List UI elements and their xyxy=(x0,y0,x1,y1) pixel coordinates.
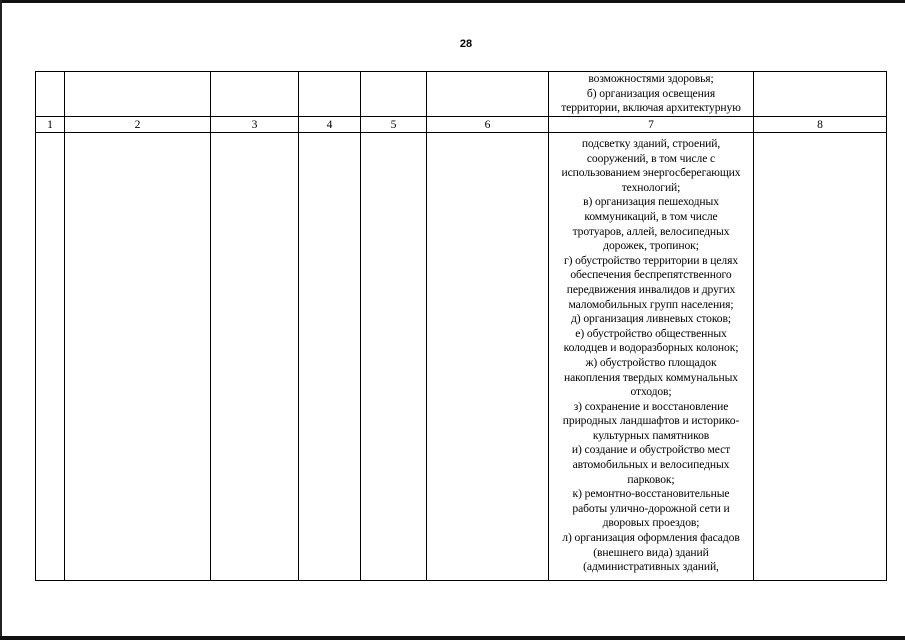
cell-col-7-top xyxy=(549,72,754,117)
cell-col-6 xyxy=(427,72,549,117)
header-number: 4 xyxy=(299,117,361,133)
cell-col-1 xyxy=(36,133,65,581)
cell-col-5 xyxy=(361,133,427,581)
text-line: з) сохранение и восстановление xyxy=(573,399,729,413)
text-line: е) обустройство общественных xyxy=(575,326,727,340)
text-line: колодцев и водоразборных колонок; xyxy=(563,341,739,355)
table-row-body xyxy=(36,133,887,581)
text-line: территории, включая архитектурную xyxy=(561,101,741,115)
header-number: 5 xyxy=(361,117,427,133)
cell-col-8 xyxy=(754,72,887,117)
header-number: 3 xyxy=(211,117,299,133)
cell-col-6 xyxy=(427,133,549,581)
cell-col-4 xyxy=(299,133,361,581)
text-line: сооружений, в том числе с xyxy=(586,151,716,165)
header-number: 6 xyxy=(427,117,549,133)
text-line: дворовых проездов; xyxy=(602,516,700,530)
text-line: дорожек, тропинок; xyxy=(603,239,699,253)
page-number: 28 xyxy=(459,38,473,50)
text-line: использованием энергосберегающих xyxy=(561,166,741,180)
header-number: 1 xyxy=(36,117,65,133)
header-number: 8 xyxy=(754,117,887,133)
text-line: возможностями здоровья; xyxy=(588,72,714,85)
cell-col-4 xyxy=(299,72,361,117)
text-line: коммуникаций, в том числе xyxy=(584,209,718,223)
text-line: природных ландшафтов и историко- xyxy=(562,414,740,428)
text-line: б) организация освещения xyxy=(586,86,716,100)
text-line: (административных зданий, xyxy=(583,560,719,574)
scan-border-top xyxy=(0,0,905,3)
scan-border-left xyxy=(0,0,2,640)
cell-col-3 xyxy=(211,133,299,581)
table-header-row xyxy=(36,117,887,133)
text-line: л) организация оформления фасадов xyxy=(562,531,740,545)
text-line: в) организация пешеходных xyxy=(583,195,719,209)
header-number: 2 xyxy=(65,117,211,133)
text-line: передвижения инвалидов и других xyxy=(566,282,736,296)
text-line: культурных памятников xyxy=(592,428,710,442)
text-line: тротуаров, аллей, велосипедных xyxy=(572,224,730,238)
text-line: к) ремонтно-восстановительные xyxy=(572,487,730,501)
cell-col-2 xyxy=(65,72,211,117)
text-line: автомобильных и велосипедных xyxy=(572,458,730,472)
text-line: парковок; xyxy=(627,472,675,486)
text-line: маломобильных групп населения; xyxy=(568,297,734,311)
scan-border-bottom xyxy=(0,636,905,640)
cell-col-5 xyxy=(361,72,427,117)
header-number: 7 xyxy=(549,117,754,133)
text-line: технологий; xyxy=(621,180,681,194)
text-line: обеспечения беспрепятственного xyxy=(570,268,732,282)
text-line: ж) обустройство площадок xyxy=(585,355,717,369)
cell-col-3 xyxy=(211,72,299,117)
text-line: д) организация ливневых стоков; xyxy=(571,312,731,326)
text-line: подсветку зданий, строений, xyxy=(581,137,721,150)
table-row-continuation xyxy=(36,72,887,117)
text-line: г) обустройство территории в целях xyxy=(563,253,739,267)
text-line: (внешнего вида) зданий xyxy=(593,545,709,559)
cell-col-2 xyxy=(65,133,211,581)
text-line: и) создание и обустройство мест xyxy=(571,443,731,457)
text-line: работы улично-дорожной сети и xyxy=(572,501,730,515)
document-table xyxy=(35,71,887,581)
text-line: накопления твердых коммунальных xyxy=(564,370,738,384)
cell-col-1 xyxy=(36,72,65,117)
text-line: отходов; xyxy=(630,385,672,399)
cell-col-8 xyxy=(754,133,887,581)
cell-col-7-body xyxy=(549,133,754,581)
